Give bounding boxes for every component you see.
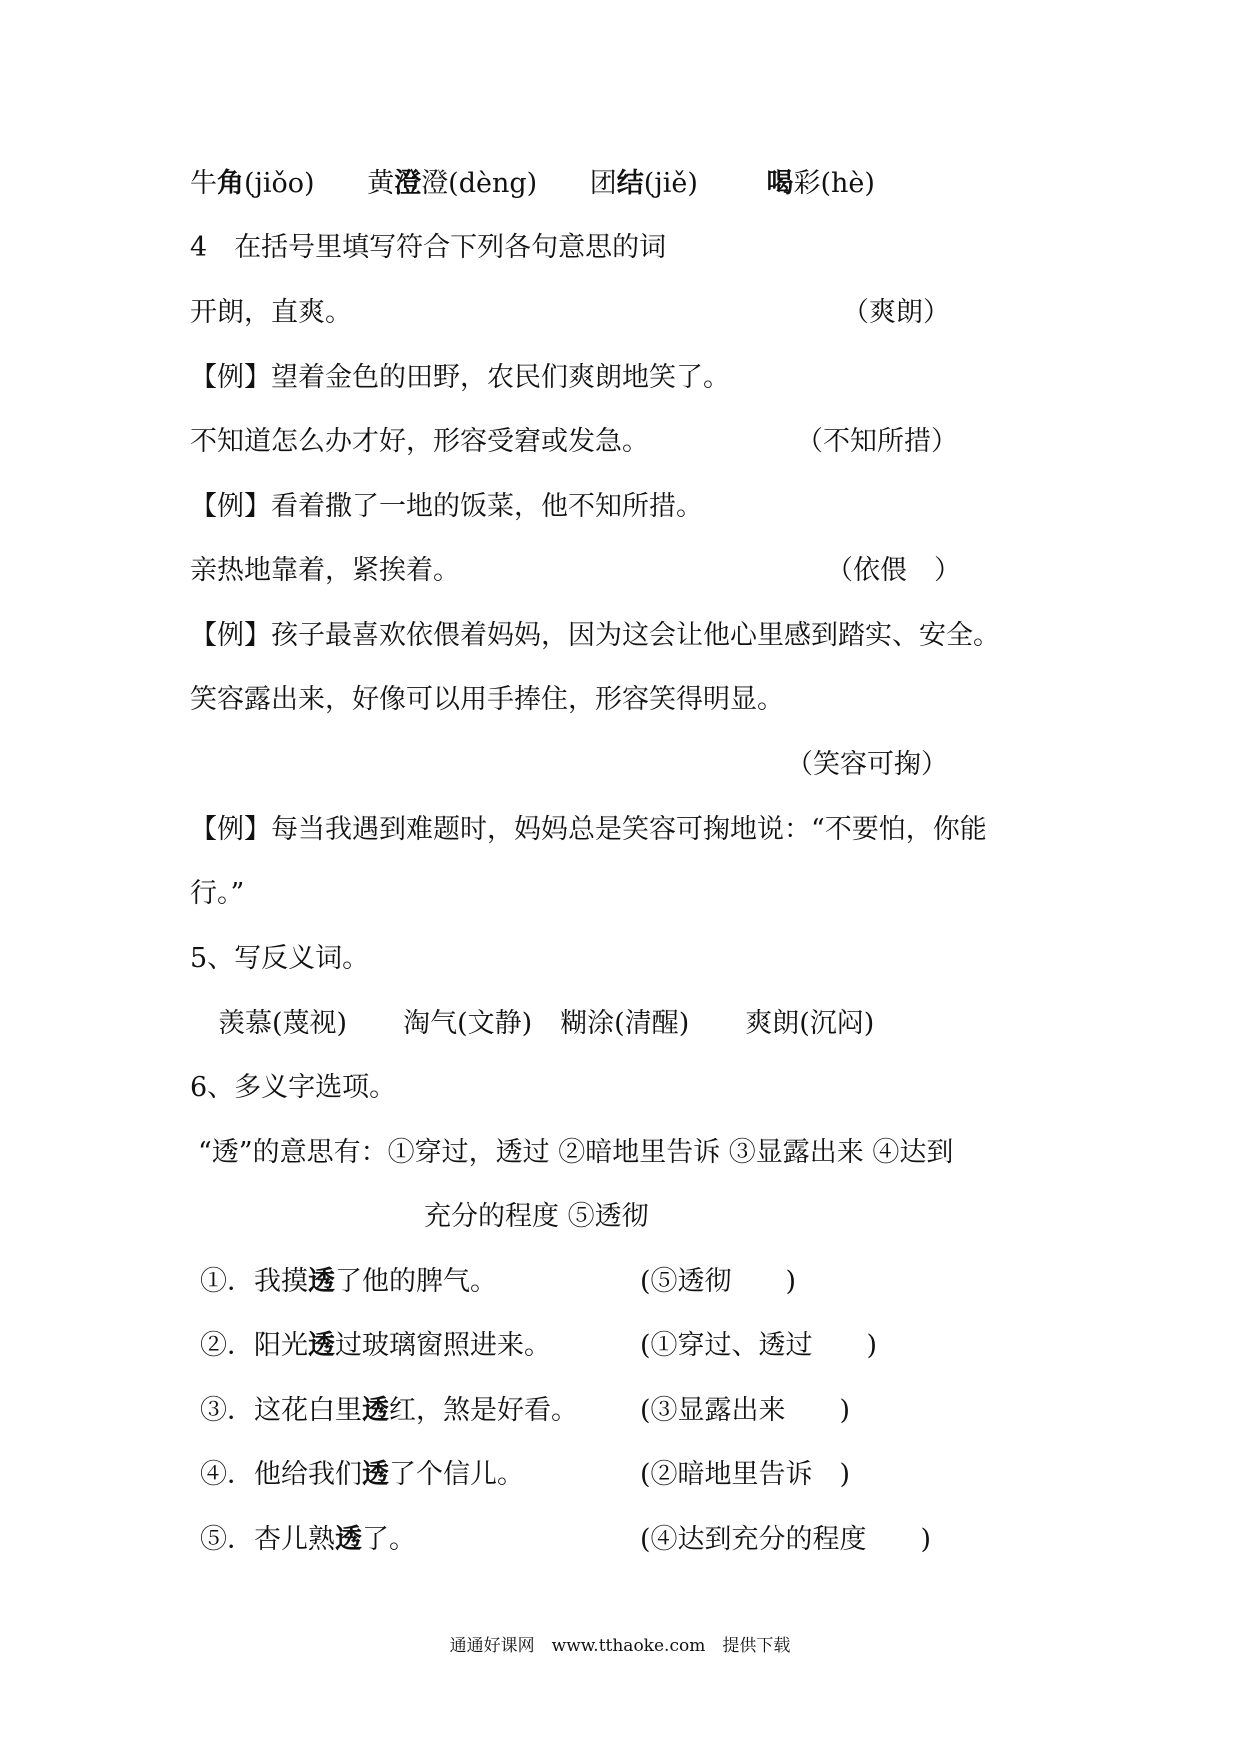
q4-example: 【例】看着撒了一地的饭菜，他不知所措。	[190, 491, 703, 522]
page-footer: 通通好课网 www.tthaoke.com 提供下载	[449, 1636, 791, 1656]
q4-example: 【例】望着金色的田野，农民们爽朗地笑了。	[190, 362, 730, 393]
q6-sentence: ③．这花白里透红，煞是好看。	[200, 1395, 578, 1426]
antonym-pair: 爽朗(沉闷)	[745, 1008, 875, 1039]
q6-sentence: ④．他给我们透了个信儿。	[200, 1459, 524, 1490]
q6-title: 6、多义字选项。	[190, 1072, 397, 1103]
q6-answer: (④达到充分的程度 )	[640, 1524, 932, 1555]
pinyin-item: 牛角(jiǒo)	[190, 168, 315, 199]
q6-sentence: ②．阳光透过玻璃窗照进来。	[200, 1330, 551, 1361]
q4-title: 4 在括号里填写符合下列各句意思的词	[190, 232, 667, 263]
pinyin-item: 团结(jiě)	[589, 168, 698, 199]
q4-meaning: 开朗，直爽。	[190, 297, 352, 328]
q6-definitions: “透”的意思有：①穿过，透过 ②暗地里告诉 ③显露出来 ④达到	[198, 1137, 954, 1168]
antonym-row	[218, 1004, 874, 1044]
q4-meaning: 笑容露出来，好像可以用手捧住，形容笑得明显。	[190, 684, 784, 715]
q4-answer: （笑容可掬）	[786, 749, 948, 780]
q4-meaning: 亲热地靠着，紧挨着。	[190, 555, 460, 586]
q4-example-continued: 行。”	[190, 878, 245, 909]
q4-answer: （依偎 ）	[826, 555, 961, 586]
pinyin-item: 黄澄澄(dèng)	[367, 168, 538, 199]
pinyin-item: 喝彩(hè)	[766, 168, 875, 199]
pinyin-row	[190, 164, 875, 204]
q6-answer: (②暗地里告诉 )	[640, 1459, 851, 1490]
q6-sentence: ⑤．杏儿熟透了。	[200, 1524, 416, 1555]
q4-example: 【例】孩子最喜欢依偎着妈妈，因为这会让他心里感到踏实、安全。	[190, 620, 1000, 651]
q4-answer: （不知所措）	[796, 426, 958, 457]
q6-answer: (①穿过、透过 )	[640, 1330, 878, 1361]
q4-meaning: 不知道怎么办才好，形容受窘或发急。	[190, 426, 649, 457]
q6-sentence: ①．我摸透了他的脾气。	[200, 1266, 497, 1297]
antonym-pair: 淘气(文静)	[403, 1008, 533, 1039]
q6-answer: (③显露出来 )	[640, 1395, 851, 1426]
antonym-pair: 糊涂(清醒)	[560, 1008, 690, 1039]
q4-answer: （爽朗）	[842, 297, 950, 328]
q6-answer: (⑤透彻 )	[640, 1266, 797, 1297]
antonym-pair: 羡慕(蔑视)	[218, 1008, 348, 1039]
q4-example: 【例】每当我遇到难题时，妈妈总是笑容可掬地说：“不要怕，你能	[190, 814, 987, 845]
q6-definitions-continued: 充分的程度 ⑤透彻	[424, 1201, 649, 1232]
q5-title: 5、写反义词。	[190, 943, 370, 974]
